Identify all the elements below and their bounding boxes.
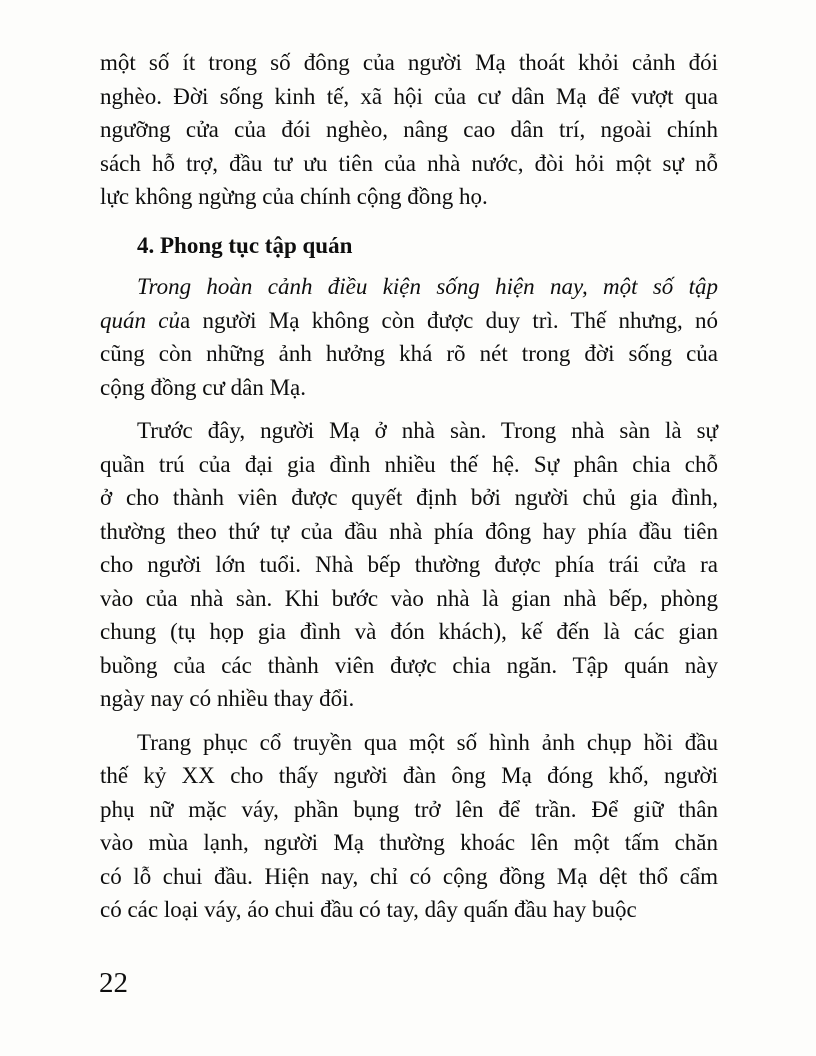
italic-text-run: quán củ (100, 307, 180, 333)
text-line (100, 46, 718, 80)
text-run: Trước đây, người Mạ ở nhà sàn. Trong nhà sàn là sự (137, 418, 718, 443)
text-run: cộng đồng cư dân Mạ. (100, 374, 307, 400)
text-line (100, 793, 718, 827)
text-line (100, 826, 718, 860)
paragraph (100, 414, 718, 716)
text-line (100, 371, 718, 405)
text-run: cũng còn những ảnh hưởng khá rõ nét trong đời sống của (100, 341, 718, 366)
text-run: một số ít trong số đông của người Mạ thoát khỏi cảnh đói (100, 50, 718, 75)
text-line (100, 582, 718, 616)
text-run: cho người lớn tuổi. Nhà bếp thường được phía trái cửa ra (100, 552, 718, 577)
text-line (100, 414, 718, 448)
text-run: chung (tụ họp gia đình và đón khách), kế đến là các gian (100, 619, 718, 644)
text-run: a người Mạ không còn được duy trì. Thế nhưng, nó (180, 307, 718, 333)
text-run: thế kỷ XX cho thấy người đàn ông Mạ đóng khố, người (100, 763, 718, 788)
text-column (100, 46, 718, 937)
text-line (100, 893, 718, 927)
text-run: phụ nữ mặc váy, phần bụng trở lên để trần. Để giữ thân (100, 796, 718, 822)
italic-text-run: Trong hoàn cảnh điều kiện sống hiện nay, một số tập (137, 274, 718, 299)
paragraph (100, 46, 718, 214)
text-run: có các loại váy, áo chui đầu có tay, dây quấn đầu hay buộc (100, 897, 637, 922)
text-run: ngày nay có nhiều thay đổi. (100, 686, 355, 711)
text-line (100, 515, 718, 549)
text-line (100, 229, 718, 263)
text-line (100, 649, 718, 683)
text-run: lực không ngừng của chính cộng đồng họ. (100, 184, 488, 209)
text-run: nghèo. Đời sống kinh tế, xã hội của cư dân Mạ để vượt qua (100, 83, 718, 109)
text-run: buồng của các thành viên được chia ngăn. Tập quán này (100, 652, 718, 678)
text-line (100, 548, 718, 582)
text-run: thường theo thứ tự của đầu nhà phía đông hay phía đầu tiên (100, 518, 718, 544)
text-run: ngưỡng cửa của đói nghèo, nâng cao dân trí, ngoài chính (100, 117, 718, 142)
text-line (100, 615, 718, 649)
text-run: vào của nhà sàn. Khi bước vào nhà là gian nhà bếp, phòng (100, 585, 718, 611)
paragraph (100, 726, 718, 927)
text-run: có lỗ chui đầu. Hiện nay, chỉ có cộng đồng Mạ dệt thổ cẩm (100, 863, 718, 889)
section-heading (100, 229, 718, 263)
text-line (100, 759, 718, 793)
text-line (100, 726, 718, 760)
text-run: vào mùa lạnh, người Mạ thường khoác lên một tấm chăn (100, 830, 718, 855)
text-line (100, 147, 718, 181)
text-run: sách hỗ trợ, đầu tư ưu tiên của nhà nước, đòi hỏi một sự nỗ (100, 150, 718, 176)
text-line (100, 113, 718, 147)
text-line (100, 304, 718, 338)
text-line (100, 80, 718, 114)
text-line (100, 270, 718, 304)
text-line (100, 448, 718, 482)
text-line (100, 180, 718, 214)
text-line (100, 860, 718, 894)
text-run: Trang phục cổ truyền qua một số hình ảnh chụp hồi đầu (137, 729, 718, 755)
text-run: ở cho thành viên được quyết định bởi người chủ gia đình, (100, 485, 718, 510)
text-run: quần trú của đại gia đình nhiều thế hệ. Sự phân chia chỗ (100, 451, 718, 477)
text-line (100, 481, 718, 515)
text-line (100, 682, 718, 716)
text-line (100, 337, 718, 371)
page-number: 22 (99, 967, 128, 999)
paragraph (100, 270, 718, 404)
heading-text: 4. Phong tục tập quán (137, 232, 353, 258)
